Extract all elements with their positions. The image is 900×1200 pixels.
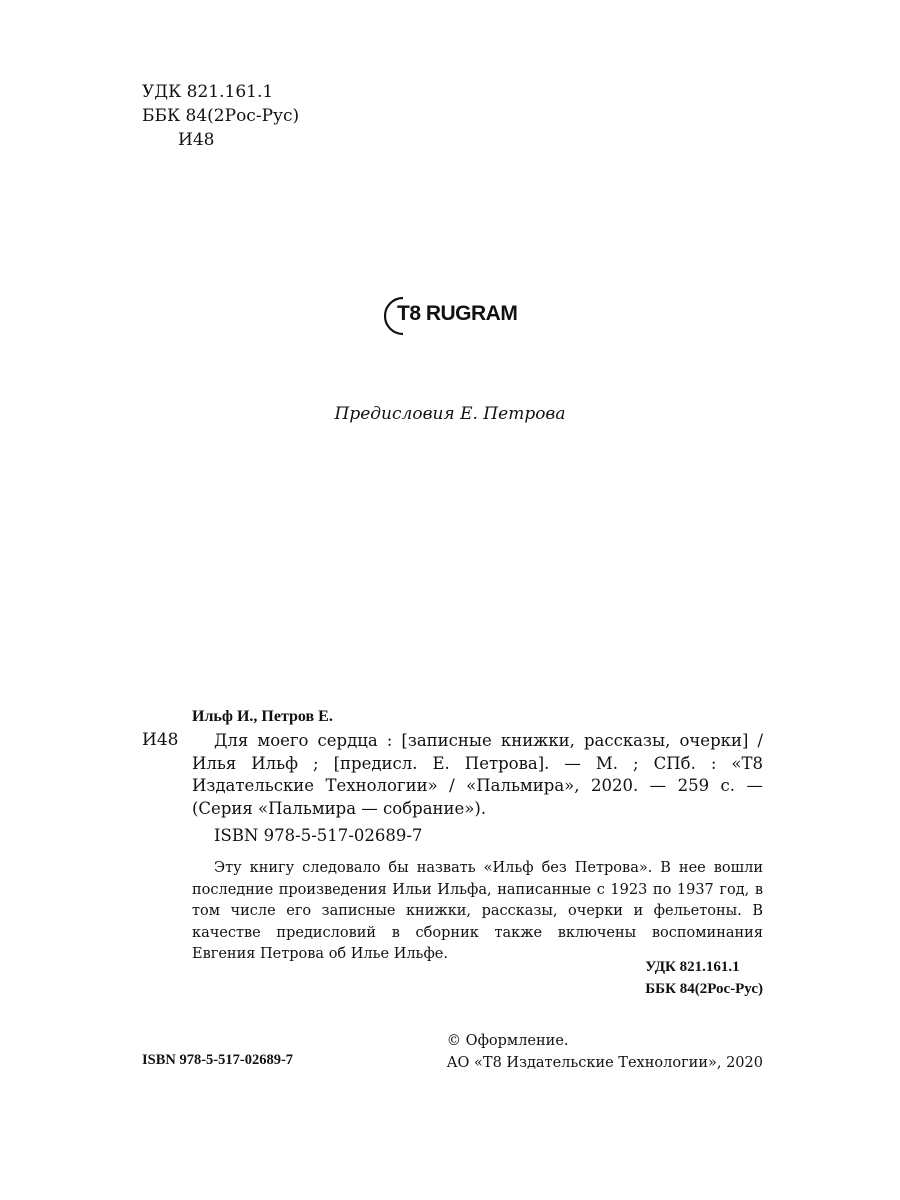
- footer-isbn: ISBN 978-5-517-02689-7: [142, 1052, 294, 1068]
- copyright-block: [447, 1030, 763, 1074]
- bottom-classification-codes: [645, 956, 763, 1000]
- copyright-line-1: © Оформление.: [446, 1033, 569, 1049]
- bbk-code: ББК 84(2Рос-Рус): [142, 106, 300, 126]
- bottom-bbk-code: ББК 84(2Рос-Рус): [645, 981, 763, 997]
- bottom-udk-code: УДК 821.161.1: [645, 959, 740, 975]
- annotation: Эту книгу следовало бы назвать «Ильф без Петрова». В нее вошли последние произведения Ильи Ильфа, написанные с 1923 по 1937 год, в том числе его записные книжки, рассказы, очерки и фельетоны. В качестве предисловий в сборник также включены воспоминания Евгения Петрова об Илье Ильфе.: [192, 860, 763, 962]
- catalog-description-text: Для моего сердца : [записные книжки, рассказы, очерки] / Илья Ильф ; [предисл. Е. Петрова]. — М. ; СПб. : «Т8 Издательские Технологии» / «Пальмира», 2020. — 259 с. — (Серия «Пальмира — собрание»).: [192, 731, 763, 818]
- udk-code: УДК 821.161.1: [142, 82, 274, 102]
- publisher-logo: [383, 294, 528, 338]
- catalog-author: Ильф И., Петров Е.: [192, 708, 333, 725]
- author-mark: И48: [178, 130, 215, 150]
- copyright-line-2: АО «Т8 Издательские Технологии», 2020: [446, 1055, 763, 1071]
- catalog-index-code: И48: [142, 730, 179, 750]
- top-classification-codes: [142, 80, 299, 152]
- logo-text: T8 RUGRAM: [397, 302, 518, 325]
- catalog-isbn: ISBN 978-5-517-02689-7: [214, 826, 423, 845]
- catalog-description: [192, 730, 763, 820]
- preface-credit: Предисловия Е. Петрова: [334, 404, 566, 424]
